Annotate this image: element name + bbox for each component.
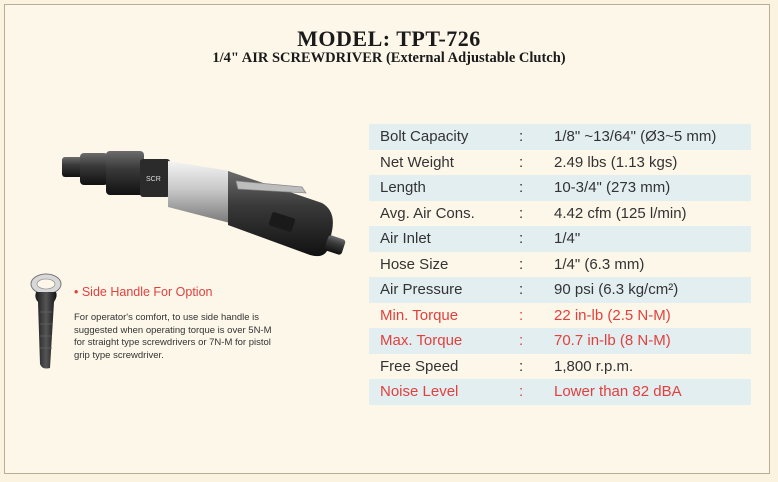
spec-separator: : [519,357,524,375]
side-handle-illustration [28,272,68,372]
spec-row-free-speed [369,354,751,380]
spec-value: 90 psi (6.3 kg/cm²) [554,281,679,298]
spec-label: Air Pressure [380,281,463,298]
side-handle-option-description: For operator's comfort, to use side handle is suggested when operating torque is over 5N-M for straight type screwdrivers or 7N-M for pistol grip type screwdriver. [74,312,272,361]
spec-label: Air Inlet [380,230,431,247]
svg-text:SCR: SCR [146,176,161,183]
spec-value: 4.42 cfm (125 l/min) [554,204,687,222]
spec-value: 1,800 r.p.m. [554,357,634,375]
spec-label: Hose Size [380,255,449,273]
air-screwdriver-illustration [60,145,360,265]
spec-value: 10-3/4" (273 mm) [554,179,671,196]
spec-label: Net Weight [380,153,454,171]
spec-separator: : [519,332,524,349]
spec-value: 1/4" (6.3 mm) [554,255,645,273]
spec-separator: : [519,230,524,247]
spec-row-noise-level [369,379,751,405]
spec-row-min-torque [369,303,751,329]
spec-separator: : [519,128,524,145]
side-handle-option-title: • Side Handle For Option [74,285,213,299]
spec-label: Min. Torque [380,306,459,324]
product-subtitle: 1/4" AIR SCREWDRIVER (External Adjustable Clutch) [212,50,566,66]
spec-separator: : [519,281,524,298]
spec-row-net-weight [369,150,751,176]
spec-row-air-inlet [369,226,751,252]
spec-row-bolt-capacity [369,124,751,150]
spec-value: 1/4" [554,230,581,247]
spec-value: 1/8" ~13/64" (Ø3~5 mm) [554,128,717,145]
spec-label: Free Speed [380,357,459,375]
spec-row-max-torque [369,328,751,354]
spec-value: 2.49 lbs (1.13 kgs) [554,153,678,171]
spec-row-air-pressure [369,277,751,303]
spec-separator: : [519,383,524,400]
model-title: MODEL: TPT-726 [297,26,481,51]
spec-separator: : [519,306,524,324]
spec-row-hose-size [369,252,751,278]
spec-value: 70.7 in-lb (8 N-M) [554,332,671,349]
spec-separator: : [519,153,524,171]
spec-label: Noise Level [380,383,459,400]
spec-row-avg-air-cons [369,201,751,227]
spec-value: Lower than 82 dBA [554,383,682,400]
spec-label: Max. Torque [380,332,463,349]
spec-separator: : [519,179,524,196]
spec-row-length [369,175,751,201]
spec-separator: : [519,204,524,222]
spec-separator: : [519,255,524,273]
spec-label: Bolt Capacity [380,128,469,145]
spec-table [369,124,751,405]
spec-label: Length [380,179,426,196]
spec-label: Avg. Air Cons. [380,204,475,222]
spec-value: 22 in-lb (2.5 N-M) [554,306,671,324]
